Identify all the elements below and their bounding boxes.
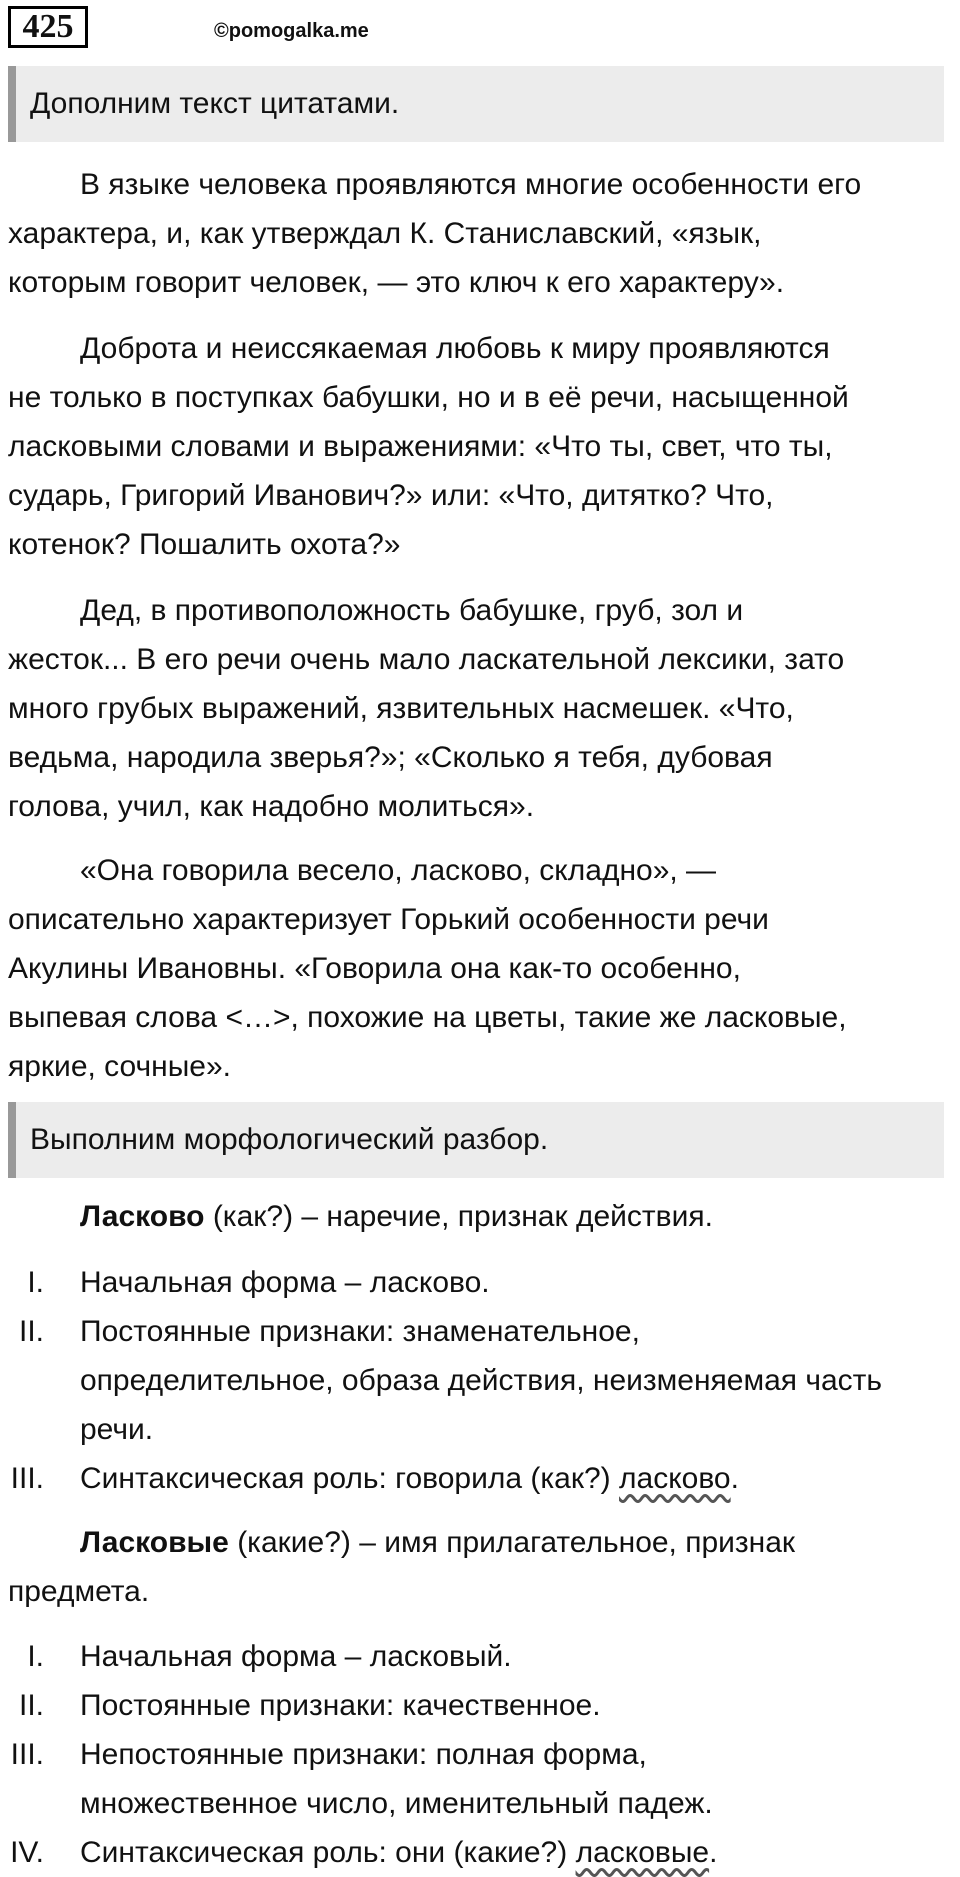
text-line: много грубых выражений, язвительных насмешек. «Что, <box>8 692 794 725</box>
paragraph-2 <box>8 324 953 569</box>
list-number: I. <box>27 1266 44 1299</box>
word-2-definition <box>8 1518 953 1616</box>
section-heading-quotes: Дополним текст цитатами. <box>8 66 944 142</box>
list-text: Начальная форма – ласковый. <box>80 1640 512 1673</box>
text-line: «Она говорила весело, ласково, складно», — <box>80 854 717 887</box>
list-number: III. <box>10 1462 44 1495</box>
text-line: жесток... В его речи очень мало ласкательной лексики, зато <box>8 643 845 676</box>
role-prefix: Синтаксическая роль: они (какие?) <box>80 1836 576 1869</box>
word-1-definition <box>8 1192 953 1241</box>
role-suffix: . <box>730 1462 739 1495</box>
text-line: В языке человека проявляются многие особенности его <box>80 168 862 201</box>
list-text: Постоянные признаки: знаменательное, <box>80 1315 640 1348</box>
list-number: IV. <box>10 1836 44 1869</box>
list-text: Начальная форма – ласково. <box>80 1266 490 1299</box>
word-2-description: (какие?) – имя прилагательное, признак <box>228 1526 796 1559</box>
list-number: II. <box>18 1315 44 1348</box>
text-line: которым говорит человек, — это ключ к его характеру». <box>8 266 785 299</box>
text-line: выпевая слова <…>, похожие на цветы, такие же ласковые, <box>8 1001 847 1034</box>
list-number: II. <box>18 1689 44 1722</box>
list-number: I. <box>27 1640 44 1673</box>
text-line: Дед, в противоположность бабушке, груб, зол и <box>80 594 744 627</box>
list-number: III. <box>10 1738 44 1771</box>
underlined-word: ласковые <box>575 1836 710 1869</box>
role-prefix: Синтаксическая роль: говорила (как?) <box>80 1462 619 1495</box>
list-text <box>80 1454 960 1503</box>
text-line: характера, и, как утверждал К. Станиславский, «язык, <box>8 217 762 250</box>
text-line: ласковыми словами и выражениями: «Что ты, свет, что ты, <box>8 430 833 463</box>
list-text: определительное, образа действия, неизменяемая часть <box>80 1364 883 1397</box>
list-text: Постоянные признаки: качественное. <box>80 1689 601 1722</box>
text-line: Доброта и неиссякаемая любовь к миру проявляются <box>80 332 830 365</box>
list-text <box>80 1828 960 1877</box>
text-line: голова, учил, как надобно молиться». <box>8 790 535 823</box>
text-line: сударь, Григорий Иванович?» или: «Что, дитятко? Что, <box>8 479 774 512</box>
paragraph-4 <box>8 846 953 1091</box>
underlined-word: ласково <box>619 1462 731 1495</box>
text-line: ведьма, народила зверья?»; «Сколько я тебя, дубовая <box>8 741 773 774</box>
section-heading-morphology: Выполним морфологический разбор. <box>8 1102 944 1178</box>
task-number: 425 <box>8 6 88 48</box>
word-1-term: Ласково <box>80 1200 205 1233</box>
paragraph-3 <box>8 586 953 831</box>
text-line: не только в поступках бабушки, но и в её речи, насыщенной <box>8 381 849 414</box>
text-line: яркие, сочные». <box>8 1050 231 1083</box>
word-2-term: Ласковые <box>80 1526 229 1559</box>
list-text: речи. <box>80 1413 154 1446</box>
list-text: множественное число, именительный падеж. <box>80 1787 713 1820</box>
word-1-description: (как?) – наречие, признак действия. <box>204 1200 713 1233</box>
paragraph-1 <box>8 160 953 307</box>
text-line: Акулины Ивановны. «Говорила она как-то особенно, <box>8 952 741 985</box>
text-line: котенок? Пошалить охота?» <box>8 528 401 561</box>
list-text: Непостоянные признаки: полная форма, <box>80 1738 647 1771</box>
word-2-description-cont: предмета. <box>8 1575 150 1608</box>
role-suffix: . <box>709 1836 718 1869</box>
site-watermark: ©pomogalka.me <box>214 20 369 42</box>
text-line: описательно характеризует Горький особенности речи <box>8 903 769 936</box>
